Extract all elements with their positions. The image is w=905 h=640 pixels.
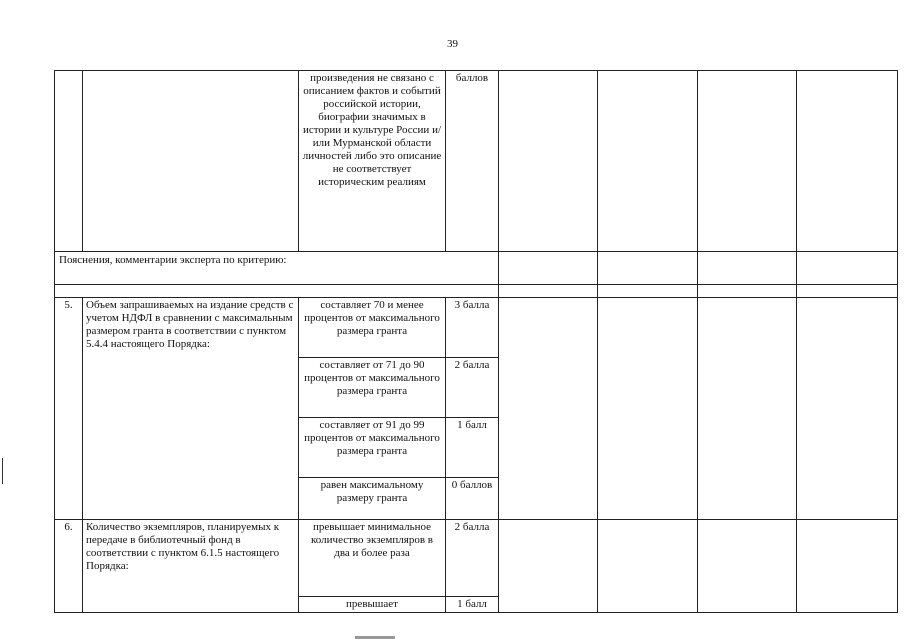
expert-note-label: Пояснения, комментарии эксперта по критерию: bbox=[55, 252, 499, 285]
expert-note-cell[interactable] bbox=[797, 252, 898, 285]
expert-cell[interactable] bbox=[598, 71, 698, 252]
criterion-cell bbox=[83, 71, 299, 252]
page-number: 39 bbox=[447, 38, 458, 50]
table-row bbox=[55, 71, 898, 252]
expert-cell[interactable] bbox=[598, 298, 698, 520]
criterion-text: Объем запрашиваемых на издание средств с учетом НДФЛ в сравнении с максимальным размером гранта в соответствии с пунктом 5.4.4 настоящего Порядка: bbox=[83, 298, 299, 520]
option-description: составляет от 71 до 90 процентов от максимального размера гранта bbox=[299, 358, 446, 418]
number-cell bbox=[55, 71, 83, 252]
criterion-text: Количество экземпляров, планируемых к передаче в библиотечный фонд в соответствии с пунктом 6.1.5 настоящего Порядка: bbox=[83, 520, 299, 613]
expert-cell[interactable] bbox=[698, 71, 797, 252]
option-description: превышает минимальное количество экземпляров в два и более раза bbox=[299, 520, 446, 597]
option-score: 2 балла bbox=[446, 520, 499, 597]
expert-cell[interactable] bbox=[499, 520, 598, 613]
expert-note-cell[interactable] bbox=[598, 252, 698, 285]
option-score: баллов bbox=[446, 71, 499, 252]
expert-cell[interactable] bbox=[499, 298, 598, 520]
option-description: превышает bbox=[299, 597, 446, 613]
scan-artifact bbox=[355, 636, 395, 639]
option-score: 2 балла bbox=[446, 358, 499, 418]
expert-note-cell[interactable] bbox=[698, 252, 797, 285]
expert-note-cell[interactable] bbox=[499, 252, 598, 285]
evaluation-table bbox=[54, 70, 898, 613]
option-score: 0 баллов bbox=[446, 478, 499, 520]
option-score: 1 балл bbox=[446, 597, 499, 613]
expert-cell[interactable] bbox=[797, 71, 898, 252]
spacer-row bbox=[55, 285, 898, 298]
expert-cell[interactable] bbox=[797, 520, 898, 613]
criterion-number: 5. bbox=[55, 298, 83, 520]
option-description: произведения не связано с описанием фактов и событий российской истории, биографии значимых в истории и культуре России и/или Мурманской области личностей либо это описание не соответствует историческим реалиям bbox=[299, 71, 446, 252]
expert-cell[interactable] bbox=[698, 298, 797, 520]
criterion-number: 6. bbox=[55, 520, 83, 613]
expert-cell[interactable] bbox=[698, 520, 797, 613]
table-row bbox=[55, 298, 898, 358]
option-description: составляет 70 и менее процентов от максимального размера гранта bbox=[299, 298, 446, 358]
option-score: 3 балла bbox=[446, 298, 499, 358]
expert-cell[interactable] bbox=[797, 298, 898, 520]
option-description: равен максимальному размеру гранта bbox=[299, 478, 446, 520]
option-description: составляет от 91 до 99 процентов от максимального размера гранта bbox=[299, 418, 446, 478]
table-row bbox=[55, 520, 898, 597]
expert-cell[interactable] bbox=[499, 71, 598, 252]
option-score: 1 балл bbox=[446, 418, 499, 478]
expert-note-row bbox=[55, 252, 898, 285]
expert-cell[interactable] bbox=[598, 520, 698, 613]
scan-margin-mark bbox=[2, 458, 3, 484]
